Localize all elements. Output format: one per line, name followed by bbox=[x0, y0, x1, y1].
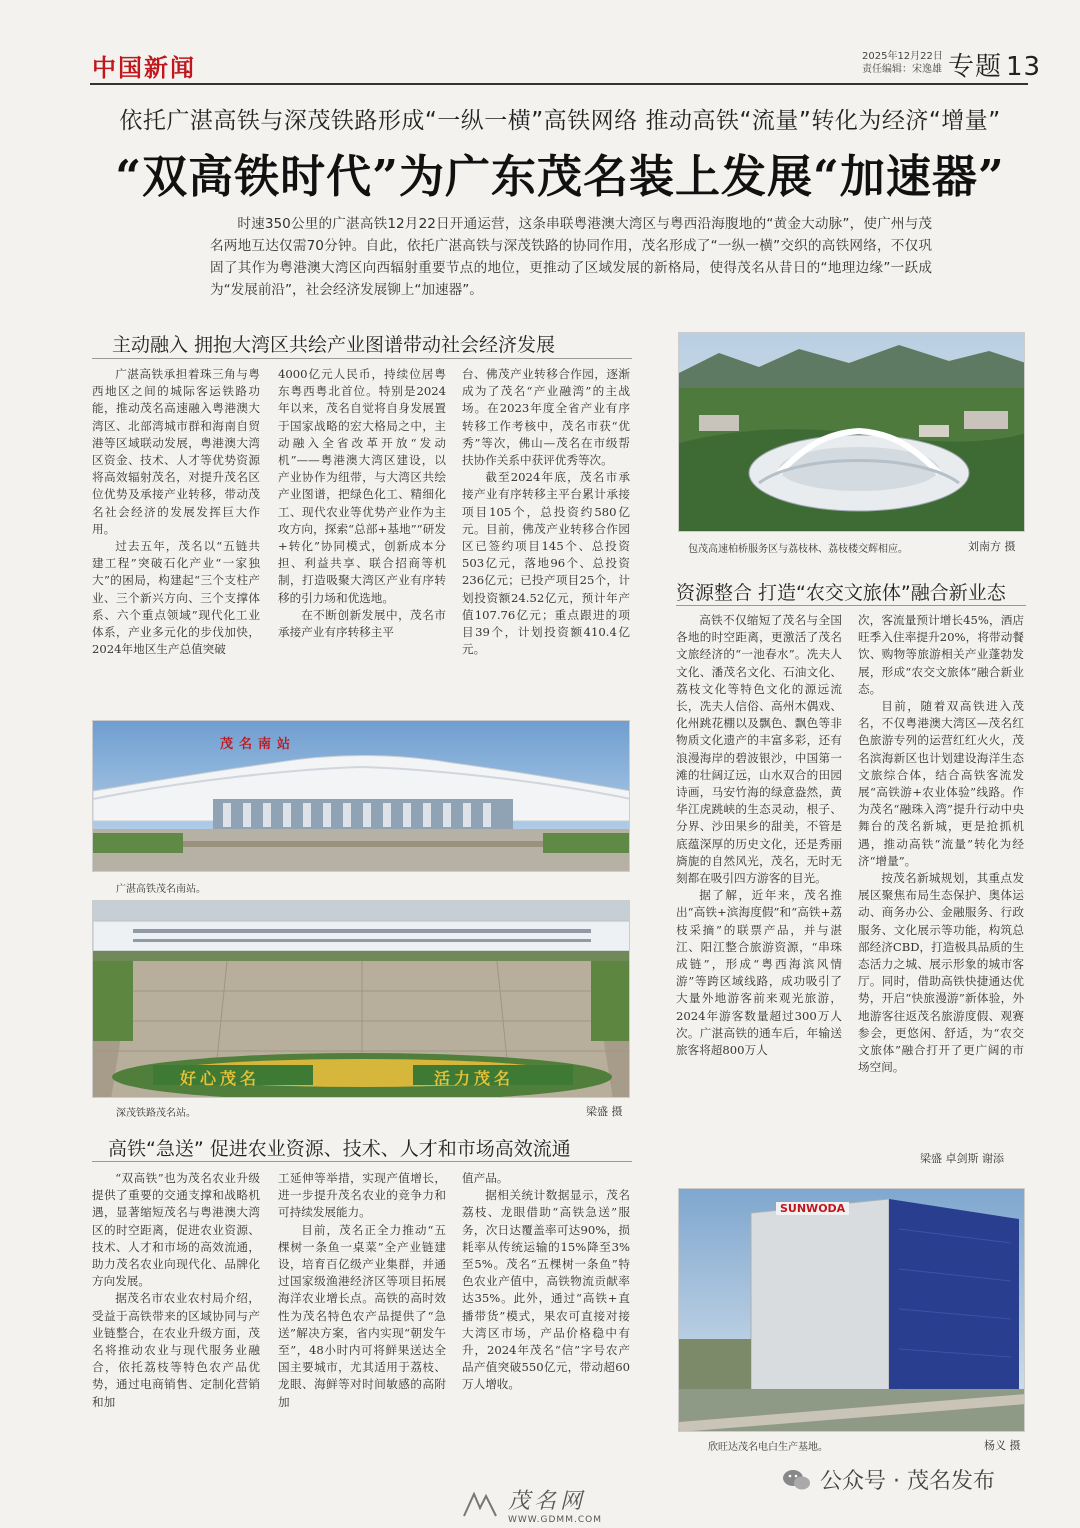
section3-col1 bbox=[92, 1170, 260, 1411]
wechat-watermark bbox=[782, 1464, 995, 1495]
electronics-base-image bbox=[679, 1189, 1025, 1432]
paragraph: 截至2024年底，茂名市承接产业有序转移主平台累计承接项目105个，总投资约580亿元。目前，佛茂产业转移合作园区已签约项目145个、总投资503亿元，落地96个、总投资236亿元；已投产项目25个，计划投资额24.52亿元，预计年产值107.76亿元；重点跟进的项目39个，计划投资额410.4亿元。 bbox=[462, 470, 630, 657]
maoming-south-photo bbox=[92, 720, 630, 872]
station-sign-left: 好心茂名 bbox=[180, 1069, 261, 1088]
issue-meta bbox=[862, 50, 943, 76]
paragraph: 广湛高铁承担着珠三角与粤西地区之间的城际客运铁路功能，推动茂名高速融入粤港澳大湾区、北部湾城市群和海南自贸港等区域联动发展，粤港澳大湾区资金、技术、人才等优势资源将高效辐射茂名，对提升茂名区位优势及承接产业转移，带动茂名社会经济的发展发挥巨大作用。 bbox=[92, 367, 260, 536]
wechat-label: 公众号 · 茂名发布 bbox=[820, 1469, 995, 1494]
paragraph: 过去五年，茂名以“五链共建工程”突破石化产业“一家独大”的困局，构建起“三个支柱产业、三个新兴方向、三个支撑体系、六个重点领域”现代化工业体系，产业多元化的步伐加快，2024年地区生产总值突破 bbox=[92, 539, 260, 657]
section2-credit: 梁盛 卓剑斯 谢添 bbox=[920, 1152, 1004, 1165]
electronics-base-credit: 杨义 摄 bbox=[984, 1439, 1021, 1452]
paragraph: “双高铁”也为茂名农业升级提供了重要的交通支撑和战略机遇，显著缩短茂名与粤港澳大湾区的时空距离，促进农业资源、技术、人才和市场的高效流通，助力茂名农业向现代化、品牌化方向发展。 bbox=[92, 1171, 260, 1289]
service-area-credit: 刘南方 摄 bbox=[968, 540, 1016, 553]
section1-col2 bbox=[278, 366, 446, 641]
station-sign-south: 茂名南站 bbox=[220, 737, 297, 752]
section3-title: 高铁“急送” 促进农业资源、技术、人才和市场高效流通 bbox=[108, 1138, 571, 1160]
maoming-south-image bbox=[93, 721, 630, 872]
electronics-base-caption: 欣旺达茂名电白生产基地。 bbox=[708, 1442, 828, 1453]
masthead-logo: 中国新闻 bbox=[92, 53, 196, 82]
section2-col1 bbox=[676, 612, 842, 1059]
section3-rule bbox=[92, 1161, 632, 1162]
paragraph: 4000亿元人民币，持续位居粤东粤西粤北首位。特别是2024年以来，茂名自觉将自身发展置于国家战略的宏大格局之中，主动融入全省改革开放“发动机”——粤港澳大湾区建设，以产业协作为纽带，与大湾区共绘产业图谱，把绿色化工、精细化工、现代农业等优势产业作为主攻方向，探索“总部+基地”“研发+转化”协同模式，创新成本分担、利益共享、联合招商等机制，打造吸聚大湾区产业有序转移的引力场和优选地。 bbox=[278, 367, 446, 605]
service-area-image bbox=[679, 333, 1025, 532]
headline-title: “双高铁时代”为广东茂名装上发展“加速器” bbox=[115, 150, 1005, 203]
paragraph: 次，客流量预计增长45%，酒店旺季入住率提升20%，将带动餐饮、购物等旅游相关产业蓬勃发展，形成“农交文旅体”融合新业态。 bbox=[858, 613, 1024, 696]
section1-rule bbox=[92, 358, 632, 359]
paragraph: 据了解，近年来，茂名推出“高铁+滨海度假”和“高铁+荔枝采摘”的联票产品，并与湛江、阳江整合旅游资源，“串珠成链”，形成“粤西海滨风情游”等跨区域线路，成功吸引了大量外地游客前来观光旅游，2024年游客数量超过300万人次。广湛高铁的通车后，年输送旅客将超800万人 bbox=[676, 888, 842, 1058]
page-number: 13 bbox=[1006, 52, 1042, 82]
section2-title: 资源整合 打造“农交文旅体”融合新业态 bbox=[676, 582, 1006, 604]
wechat-icon bbox=[782, 1468, 812, 1492]
section3-col3 bbox=[462, 1170, 630, 1394]
paragraph: 目前，随着双高铁进入茂名，不仅粤港澳大湾区—茂名红色旅游专列的运营红红火火，茂名滨海新区也计划建设海洋生态文旅综合体，结合高铁客流发展“高铁游+农业体验”线路。作为茂名“融珠入湾”提升行动中央舞台的茂名新城，更是抢抓机遇，推动高铁“流量”转化为经济“增量”。 bbox=[858, 699, 1024, 868]
paragraph: 据茂名市农业农村局介绍，受益于高铁带来的区域协同与产业链整合，在农业升级方面，茂名将推动农业与现代服务业融合，依托荔枝等特色农产品优势，通过电商销售、定制化营销和加 bbox=[92, 1291, 260, 1409]
paragraph: 目前，茂名正全力推动“五棵树一条鱼一桌菜”全产业链建设，培育百亿级产业集群，并通过国家级渔港经济区等项目拓展海洋农业增长点。高铁的高时效性为茂名特色农产品提供了“急送”解决方案，省内实现“朝发午至”，48小时内可将鲜果送达全国主要城市，尤其适用于荔枝、龙眼、海鲜等对时间敏感的高附加 bbox=[278, 1222, 446, 1409]
paragraph: 据相关统计数据显示，茂名荔枝、龙眼借助“高铁急送”服务，次日达覆盖率可达90%，损耗率从传统运输的15%降至3%至5%。茂名“五棵树一条鱼”特色农业产值中，高铁物流贡献率达35%。此外，通过“高铁+直播带货”模式，果农可直接对接大湾区市场，产品价格稳中有升，2024年茂名“信”字号农产品产值突破550亿元，带动超60万人增收。 bbox=[462, 1188, 630, 1392]
station-sign-right: 活力茂名 bbox=[434, 1069, 515, 1088]
maoming-station-credit: 梁盛 摄 bbox=[586, 1105, 623, 1118]
maoming-station-photo bbox=[92, 900, 630, 1098]
section1-col1 bbox=[92, 366, 260, 658]
paragraph: 值产品。 bbox=[462, 1171, 509, 1185]
paragraph: 台、佛茂产业转移合作园，逐渐成为了茂名“产业融湾”的主战场。在2023年度全省产业有序转移工作考核中，茂名市获“优秀”等次，佛山—茂名在市级帮扶协作关系中获评优秀等次。 bbox=[462, 367, 630, 468]
headline-kicker: 依托广湛高铁与深茂铁路形成“一纵一横”高铁网络 推动高铁“流量”转化为经济“增量” bbox=[119, 108, 1001, 134]
issue-date: 2025年12月22日 bbox=[862, 51, 943, 62]
site-logo-text: 茂名网 bbox=[508, 1489, 587, 1514]
section-label: 专题 bbox=[948, 52, 1003, 82]
section-tag bbox=[948, 46, 1041, 83]
section1-col3 bbox=[462, 366, 630, 658]
maoming-station-image bbox=[93, 901, 630, 1098]
section2-rule bbox=[676, 605, 1026, 606]
site-url: WWW.GDMM.COM bbox=[508, 1515, 602, 1525]
service-area-caption: 包茂高速柏桥服务区与荔枝林、荔枝楼交辉相应。 bbox=[688, 544, 908, 555]
maoming-south-caption: 广湛高铁茂名南站。 bbox=[116, 884, 206, 895]
masthead-rule bbox=[90, 83, 1028, 85]
paragraph: 按茂名新城规划，其重点发展区聚焦布局生态保护、奥体运动、商务办公、金融服务、行政服务、文化展示等功能，构筑总部经济CBD，打造极具品质的生态活力之城、展示形象的城市客厅。同时，借助高铁快捷通达优势，开启“快旅漫游”新体验，外地游客往返茂名旅游度假、观赛参会，更悠闲、舒适，为“农交文旅体”融合打开了更广阔的市场空间。 bbox=[858, 871, 1024, 1075]
factory-sign: SUNWODA bbox=[776, 1202, 849, 1215]
paragraph: 在不断创新发展中，茂名市承接产业有序转移主平 bbox=[278, 607, 446, 640]
paragraph: 工延伸等举措，实现产值增长，进一步提升茂名农业的竞争力和可持续发展能力。 bbox=[278, 1171, 446, 1220]
issue-editor: 责任编辑：宋逸雄 bbox=[862, 64, 942, 75]
lead-paragraph: 时速350公里的广湛高铁12月22日开通运营，这条串联粤港澳大湾区与粤西沿海腹地的“黄金大动脉”，使广州与茂名两地互达仅需70分钟。自此，依托广湛高铁与深茂铁路的协同作用，茂名形成了“一纵一横”交织的高铁网络，不仅巩固了其作为粤港澳大湾区向西辐射重要节点的地位，更推动了区域发展的新格局，使得茂名从昔日的“地理边缘”一跃成为“发展前沿”，社会经济发展铆上“加速器”。 bbox=[210, 216, 932, 298]
section2-col2 bbox=[858, 612, 1024, 1076]
electronics-base-photo bbox=[678, 1188, 1025, 1432]
site-watermark bbox=[460, 1484, 602, 1525]
maoming-station-caption: 深茂铁路茂名站。 bbox=[116, 1108, 196, 1119]
paragraph: 高铁不仅缩短了茂名与全国各地的时空距离，更激活了茂名文旅经济的“一池春水”。冼夫人文化、潘茂名文化、石油文化、荔枝文化等特色文化的源远流长，冼夫人信俗、高州木偶戏、化州跳花棚以及飘色、飘色等非物质文化遗产的丰富多彩，还有浪漫海岸的碧波银沙，中国第一滩的壮阔辽远，山水双合的田园诗画，马安竹海的绿意盎然，黄华江虎跳峡的生态灵动，根子、分界、沙田果乡的甜美，不管是底蕴深厚的历史文化，还是秀丽旖旎的自然风光，茂名，无时无刻都在吸引四方游客的目光。 bbox=[676, 613, 842, 886]
section1-title: 主动融入 拥抱大湾区共绘产业图谱带动社会经济发展 bbox=[112, 334, 556, 356]
service-area-photo bbox=[678, 332, 1025, 532]
site-logo-icon bbox=[460, 1490, 500, 1520]
section3-col2 bbox=[278, 1170, 446, 1411]
